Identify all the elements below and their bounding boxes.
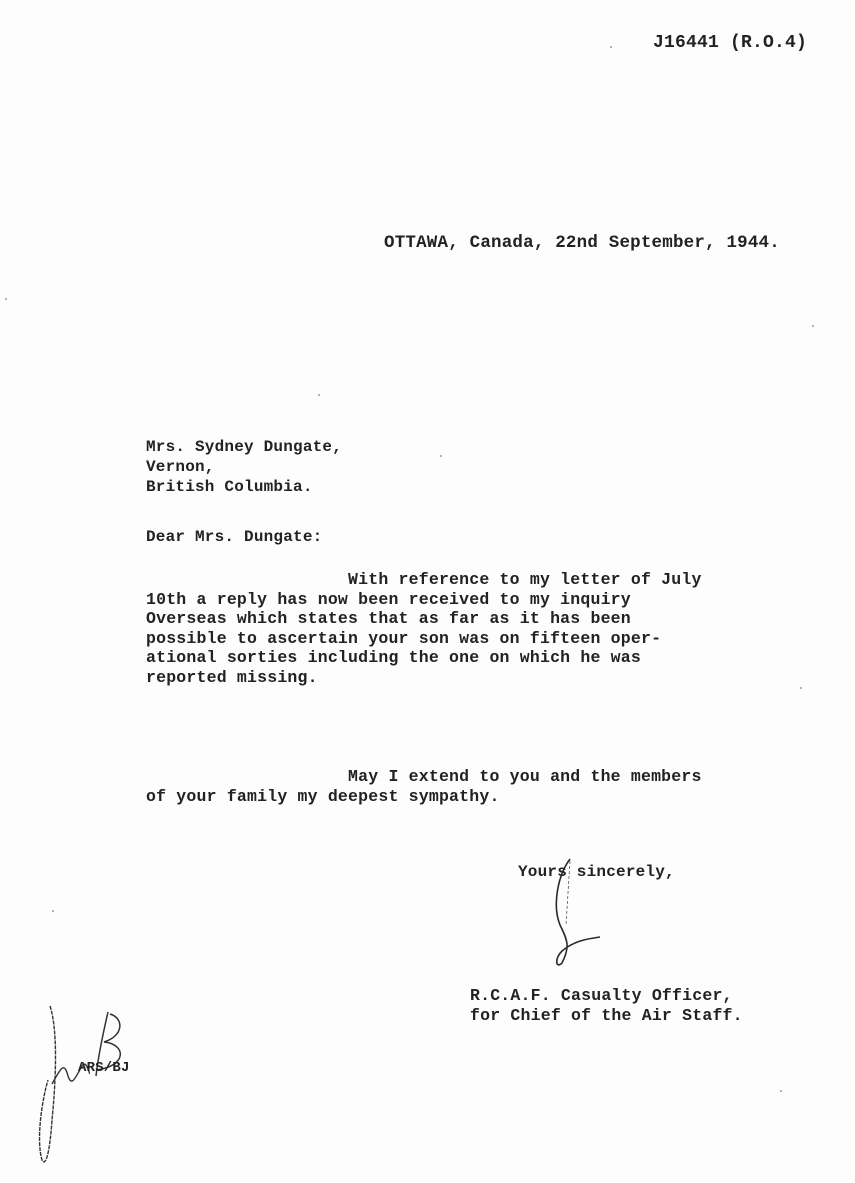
signatory-on-behalf: for Chief of the Air Staff. (470, 1006, 743, 1025)
recipient-name: Mrs. Sydney Dungate, (146, 438, 343, 456)
recipient-city: Vernon, (146, 458, 215, 476)
typist-initials: ARS/BJ (78, 1060, 130, 1076)
paragraph-line: reported missing. (146, 667, 318, 687)
recipient-province: British Columbia. (146, 478, 313, 496)
paper-speck (5, 298, 7, 300)
recipient-address (146, 437, 342, 497)
paragraph-line: 10th a reply has now been received to my inquiry (146, 589, 631, 609)
salutation: Dear Mrs. Dungate: (146, 528, 323, 546)
paragraph-line: With reference to my letter of July (146, 570, 702, 589)
paragraph-2 (146, 767, 702, 807)
file-reference: J16441 (R.O.4) (653, 33, 808, 53)
paragraph-1 (146, 570, 702, 687)
paper-speck (440, 455, 442, 457)
paper-speck (610, 46, 612, 48)
signatory-title: R.C.A.F. Casualty Officer, (470, 986, 733, 1005)
paragraph-line: ational sorties including the one on which he was (146, 648, 641, 667)
paper-speck (318, 394, 320, 396)
paragraph-line: May I extend to you and the members (146, 767, 702, 786)
paper-speck (780, 1090, 782, 1092)
paper-speck (812, 325, 814, 327)
paper-speck (800, 687, 802, 689)
closing: Yours sincerely, (518, 863, 675, 881)
initials-scrawl-icon (38, 1000, 90, 1170)
handwritten-signature-icon (540, 855, 610, 970)
signature-block (470, 986, 743, 1026)
paragraph-line: Overseas which states that as far as it has been (146, 609, 631, 628)
paragraph-line: of your family my deepest sympathy. (146, 787, 500, 806)
dateline: OTTAWA, Canada, 22nd September, 1944. (384, 233, 780, 253)
paragraph-line: possible to ascertain your son was on fifteen oper- (146, 628, 662, 648)
paper-speck (52, 910, 54, 912)
